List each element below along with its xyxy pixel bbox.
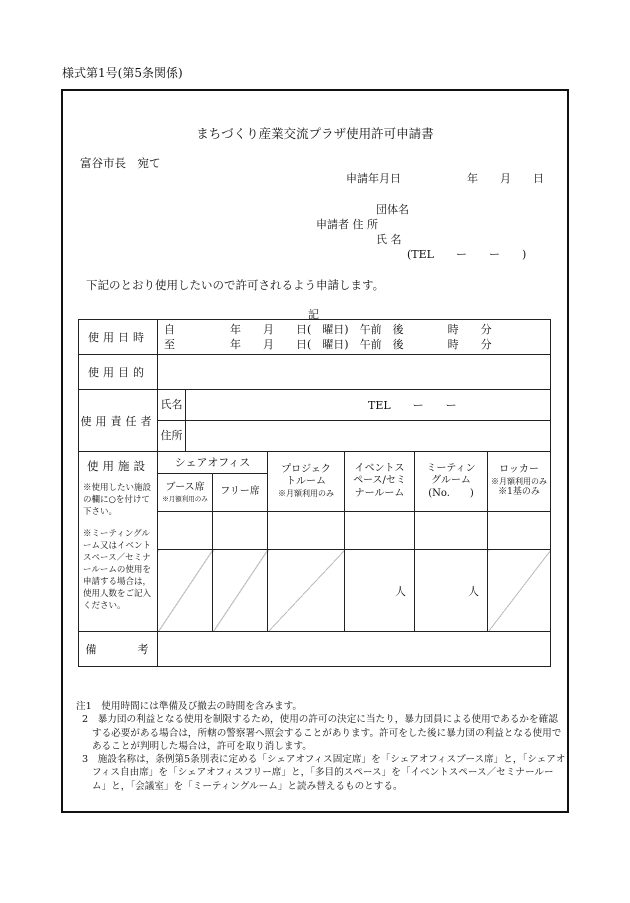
locker-note: ※月額利用のみ (491, 476, 547, 486)
free-mark-cell[interactable] (213, 512, 268, 550)
locker-note-limit: ※1基のみ (498, 487, 540, 498)
booth-people-na (158, 550, 213, 632)
meeting-people-unit: 人 (468, 584, 479, 598)
share-office-header: シェアオフィス (158, 452, 268, 474)
event-people-field[interactable] (345, 550, 415, 632)
form-title: まちづくり産業交流プラザ使用許可申請書 (196, 126, 434, 141)
locker-header: ロッカー (499, 464, 539, 476)
datetime-to[interactable]: 至 年 月 日( 曜日) 午前 後 時 分 (164, 338, 492, 351)
facility-note-mark: ※使用したい施設の欄に○を付けて下さい。 (83, 483, 152, 517)
project-people-na (268, 550, 345, 632)
meeting-room-header: ミーティングルーム (426, 462, 476, 487)
facility-note-people: ※ミーティングルーム又はイベントスペース／セミナールームの使用を申請する場合は，使用人数をご記入ください。 (83, 529, 152, 611)
remarks-field[interactable] (158, 632, 551, 667)
name-label: 氏名 (158, 390, 186, 421)
event-space-header: イベントスペース/セミナールーム (345, 452, 415, 512)
applicant-name: 氏 名 (376, 233, 402, 246)
facility-label: 使用施設 (87, 459, 149, 473)
purpose-label: 使用目的 (79, 355, 158, 390)
booth-mark-cell[interactable] (158, 512, 213, 550)
address-label: 住所 (158, 421, 186, 452)
note-3: 3 施設名称は，条例第5条別表に定める「シェアオフィス固定席」を「シェアオフィスブース席」と，「シェアオフィス自由席」を「シェアオフィスフリー席」と，「多目的スペース」を「イベントスペース／セミナールーム」と，「会議室」を「ミーティングルーム」と読み替えるものとする。 (82, 754, 566, 792)
booth-header: ブース席 (165, 482, 205, 494)
project-room-note: ※月額利用のみ (278, 488, 334, 498)
ki-mark: 記 (308, 308, 319, 321)
responsible-address-field[interactable] (186, 421, 551, 452)
note-1: 注1 使用時間には準備及び撤去の時間を含みます。 (76, 701, 302, 712)
applicant-address: 申請者 住 所 (316, 218, 378, 231)
event-people-unit: 人 (395, 584, 406, 598)
booth-note: ※月額利用のみ (162, 494, 208, 503)
form-id: 様式第1号(第5条関係) (62, 66, 183, 80)
note-2: 2 暴力団の利益となる使用を制限するため，使用の許可の決定に当たり，暴力団員による使用であるかを確認する必要がある場合は，所轄の警察署へ照会することがあります。許可をした後に暴力団の利益となる使用であることが判明した場合は，許可を取り消します。 (82, 714, 562, 752)
event-mark-cell[interactable] (345, 512, 415, 550)
locker-people-na (488, 550, 551, 632)
project-mark-cell[interactable] (268, 512, 345, 550)
datetime-from[interactable]: 自 年 月 日( 曜日) 午前 後 時 分 (164, 323, 492, 336)
project-room-header: プロジェクトルーム (281, 463, 331, 488)
application-table (78, 319, 551, 667)
meeting-room-no: (No. ) (428, 487, 474, 499)
addressee: 富谷市長 宛て (80, 156, 161, 170)
remarks-label: 備 考 (79, 632, 158, 667)
locker-mark-cell[interactable] (488, 512, 551, 550)
meeting-people-field[interactable] (415, 550, 488, 632)
applicant-group: 団体名 (376, 203, 409, 216)
request-text: 下記のとおり使用したいので許可されるよう申請します。 (86, 278, 385, 292)
notes (76, 700, 566, 793)
responsible-label: 使用責任者 (79, 390, 158, 452)
applicant-tel: (TEL ー ー ) (407, 248, 527, 261)
purpose-field[interactable] (158, 355, 551, 390)
free-people-na (213, 550, 268, 632)
meeting-mark-cell[interactable] (415, 512, 488, 550)
datetime-label: 使用日時 (79, 320, 158, 355)
free-seat-header: フリー席 (213, 474, 268, 512)
responsible-tel[interactable]: TEL ー ー (186, 390, 551, 421)
application-date: 申請年月日 年 月 日 (346, 172, 544, 185)
